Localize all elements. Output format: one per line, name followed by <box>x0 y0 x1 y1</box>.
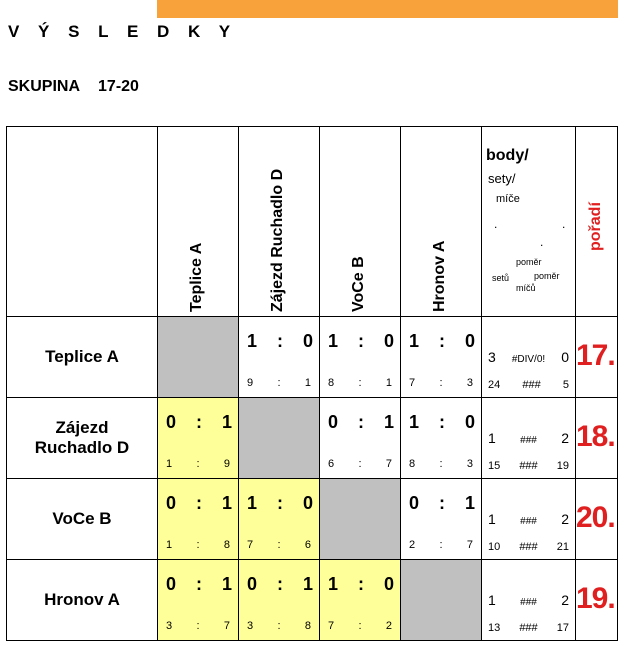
mice-header: míče <box>496 193 520 205</box>
header-row <box>7 127 618 317</box>
points-part: 1 <box>166 539 173 551</box>
points-part: : <box>439 458 443 470</box>
stats-bottom <box>488 379 569 391</box>
score-part: 1 <box>409 331 420 351</box>
points-part: 6 <box>304 539 311 551</box>
match-result-cell <box>239 317 320 398</box>
micu-label: míčů <box>516 283 536 293</box>
self-match-cell <box>320 479 401 560</box>
score-part: 0 <box>383 331 394 351</box>
points-part: 7 <box>385 458 392 470</box>
match-points <box>409 539 473 551</box>
match-result-cell <box>239 479 320 560</box>
match-score <box>409 331 475 352</box>
match-result-cell <box>158 398 239 479</box>
points-part: : <box>196 620 200 632</box>
points-part: 2 <box>409 539 416 551</box>
match-result-cell <box>320 560 401 641</box>
stats-bottom <box>488 460 569 472</box>
col-header-label: Hronov A <box>431 240 448 312</box>
rank-cell <box>576 560 618 641</box>
match-points <box>247 539 311 551</box>
stat-points: ### <box>519 622 538 634</box>
score-part: 1 <box>247 493 258 513</box>
match-result-cell <box>158 479 239 560</box>
self-match-cell <box>158 317 239 398</box>
points-part: : <box>358 458 362 470</box>
team-name-cell <box>7 560 158 641</box>
score-part: 0 <box>383 574 394 594</box>
stats-bottom <box>488 622 569 634</box>
stat-points: ### <box>519 541 538 553</box>
points-part: 8 <box>223 539 230 551</box>
points-part: 9 <box>223 458 230 470</box>
stats-cell <box>482 398 576 479</box>
team-name: Teplice A <box>45 347 119 366</box>
setu-label: setů <box>492 273 510 283</box>
stat-value: 2 <box>561 592 569 608</box>
match-score <box>328 331 394 352</box>
score-part: : <box>439 331 445 351</box>
team-row <box>7 479 618 560</box>
match-score <box>247 331 313 352</box>
points-part: 8 <box>304 620 311 632</box>
points-part: : <box>439 377 443 389</box>
match-score <box>328 412 394 433</box>
corner-cell <box>7 127 158 317</box>
match-result-cell <box>239 560 320 641</box>
score-part: 1 <box>302 574 313 594</box>
rank-value: 17. <box>576 339 615 372</box>
points-part: 7 <box>466 539 473 551</box>
team-row <box>7 560 618 641</box>
dot-marker: . <box>494 217 498 231</box>
score-part: : <box>196 574 202 594</box>
team-name-cell <box>7 479 158 560</box>
points-part: 7 <box>223 620 230 632</box>
match-points <box>166 539 230 551</box>
stats-cell <box>482 317 576 398</box>
poradi-label: pořadí <box>586 202 604 251</box>
self-match-cell <box>239 398 320 479</box>
stat-points: ### <box>522 379 541 391</box>
score-part: 0 <box>409 493 420 513</box>
match-points <box>247 620 311 632</box>
rank-value: 19. <box>576 582 615 615</box>
points-part: 8 <box>409 458 416 470</box>
score-part: 0 <box>464 412 475 432</box>
dot-marker: . <box>540 235 544 249</box>
team-row <box>7 398 618 479</box>
stat-points: 13 <box>488 622 501 634</box>
col-header-4 <box>401 127 482 317</box>
stat-points: 17 <box>556 622 569 634</box>
stat-points: 5 <box>562 379 569 391</box>
score-part: : <box>277 493 283 513</box>
rank-value: 20. <box>576 501 615 534</box>
match-result-cell <box>158 560 239 641</box>
col-header-3 <box>320 127 401 317</box>
match-score <box>328 574 394 595</box>
self-match-cell <box>401 560 482 641</box>
score-part: : <box>277 574 283 594</box>
points-part: 1 <box>304 377 311 389</box>
sety-header: sety/ <box>488 171 516 186</box>
page-title: V Ý S L E D K Y <box>8 22 238 41</box>
points-part: 7 <box>409 377 416 389</box>
points-part: 8 <box>328 377 335 389</box>
rank-cell <box>576 398 618 479</box>
stat-points: 19 <box>556 460 569 472</box>
stats-top <box>488 511 569 527</box>
score-part: 0 <box>302 493 313 513</box>
pomer-micu-label: poměr <box>534 271 560 281</box>
match-points <box>409 377 473 389</box>
score-part: : <box>196 412 202 432</box>
score-part: 0 <box>302 331 313 351</box>
score-part: 1 <box>221 493 232 513</box>
points-part: 3 <box>247 620 254 632</box>
stat-points: 10 <box>488 541 501 553</box>
points-part: : <box>196 458 200 470</box>
match-result-cell <box>320 317 401 398</box>
score-part: 0 <box>166 574 177 594</box>
match-points <box>166 620 230 632</box>
rank-cell <box>576 317 618 398</box>
score-part: : <box>277 331 283 351</box>
stat-value: ### <box>520 597 537 608</box>
stats-cell <box>482 479 576 560</box>
points-part: 9 <box>247 377 254 389</box>
score-part: 1 <box>221 412 232 432</box>
stats-top <box>488 349 569 365</box>
points-part: 2 <box>385 620 392 632</box>
points-part: : <box>277 377 281 389</box>
score-part: 1 <box>247 331 258 351</box>
match-points <box>328 377 392 389</box>
score-part: 1 <box>464 493 475 513</box>
points-part: 3 <box>466 377 473 389</box>
points-part: : <box>196 539 200 551</box>
stats-cell <box>482 560 576 641</box>
stat-points: 24 <box>488 379 501 391</box>
group-label-text: SKUPINA <box>8 78 81 95</box>
group-range: 17-20 <box>98 78 139 95</box>
stats-header <box>482 127 576 317</box>
points-part: : <box>439 539 443 551</box>
match-score <box>409 412 475 433</box>
score-part: 0 <box>328 412 339 432</box>
match-points <box>328 458 392 470</box>
stats-top <box>488 592 569 608</box>
points-part: 1 <box>166 458 173 470</box>
col-header-2 <box>239 127 320 317</box>
col-header-label: Zájezd Ruchadlo D <box>269 168 286 312</box>
score-part: 0 <box>464 331 475 351</box>
stat-points: ### <box>519 460 538 472</box>
col-header-label: Teplice A <box>188 242 205 312</box>
stat-value: 2 <box>561 430 569 446</box>
team-name-cell <box>7 398 158 479</box>
stat-points: 15 <box>488 460 501 472</box>
body-header: body/ <box>486 147 529 164</box>
team-name: Hronov A <box>44 590 120 609</box>
team-name: VoCe B <box>52 509 112 528</box>
match-result-cell <box>320 398 401 479</box>
stat-value: 1 <box>488 592 496 608</box>
points-part: 7 <box>247 539 254 551</box>
stat-value: 1 <box>488 430 496 446</box>
match-result-cell <box>401 317 482 398</box>
points-part: : <box>358 377 362 389</box>
points-part: 7 <box>328 620 335 632</box>
col-header-1 <box>158 127 239 317</box>
match-score <box>166 412 232 433</box>
score-part: : <box>196 493 202 513</box>
stats-bottom <box>488 541 569 553</box>
points-part: : <box>277 620 281 632</box>
stat-value: 3 <box>488 349 496 365</box>
header-accent-bar <box>157 0 618 18</box>
col-header-label: VoCe B <box>350 256 367 312</box>
pomer-setu-label: poměr <box>516 257 542 267</box>
stat-value: 0 <box>561 349 569 365</box>
match-score <box>247 493 313 514</box>
match-score <box>166 574 232 595</box>
match-points <box>166 458 230 470</box>
match-score <box>166 493 232 514</box>
match-result-cell <box>401 398 482 479</box>
score-part: 0 <box>247 574 258 594</box>
group-label <box>8 78 139 96</box>
rank-cell <box>576 479 618 560</box>
stat-value: ### <box>520 435 537 446</box>
stat-points: 21 <box>556 541 569 553</box>
team-name: Zájezd Ruchadlo D <box>34 418 130 457</box>
score-part: : <box>358 412 364 432</box>
points-part: : <box>277 539 281 551</box>
score-part: : <box>439 493 445 513</box>
points-part: 3 <box>166 620 173 632</box>
stat-value: 1 <box>488 511 496 527</box>
match-result-cell <box>401 479 482 560</box>
team-row <box>7 317 618 398</box>
match-score <box>247 574 313 595</box>
rank-value: 18. <box>576 420 615 453</box>
points-part: 3 <box>466 458 473 470</box>
stat-value: #DIV/0! <box>511 354 546 365</box>
results-table <box>6 126 618 641</box>
dot-marker: . <box>562 217 566 231</box>
stat-value: ### <box>520 516 537 527</box>
points-part: 1 <box>385 377 392 389</box>
score-part: 0 <box>166 412 177 432</box>
stat-value: 2 <box>561 511 569 527</box>
score-part: : <box>439 412 445 432</box>
match-score <box>409 493 475 514</box>
score-part: 1 <box>409 412 420 432</box>
poradi-header <box>576 127 618 317</box>
score-part: 1 <box>221 574 232 594</box>
match-points <box>328 620 392 632</box>
points-part: 6 <box>328 458 335 470</box>
match-points <box>247 377 311 389</box>
match-points <box>409 458 473 470</box>
score-part: 1 <box>328 331 339 351</box>
score-part: : <box>358 331 364 351</box>
score-part: 1 <box>328 574 339 594</box>
score-part: : <box>358 574 364 594</box>
points-part: : <box>358 620 362 632</box>
stats-top <box>488 430 569 446</box>
score-part: 0 <box>166 493 177 513</box>
score-part: 1 <box>383 412 394 432</box>
team-name-cell <box>7 317 158 398</box>
